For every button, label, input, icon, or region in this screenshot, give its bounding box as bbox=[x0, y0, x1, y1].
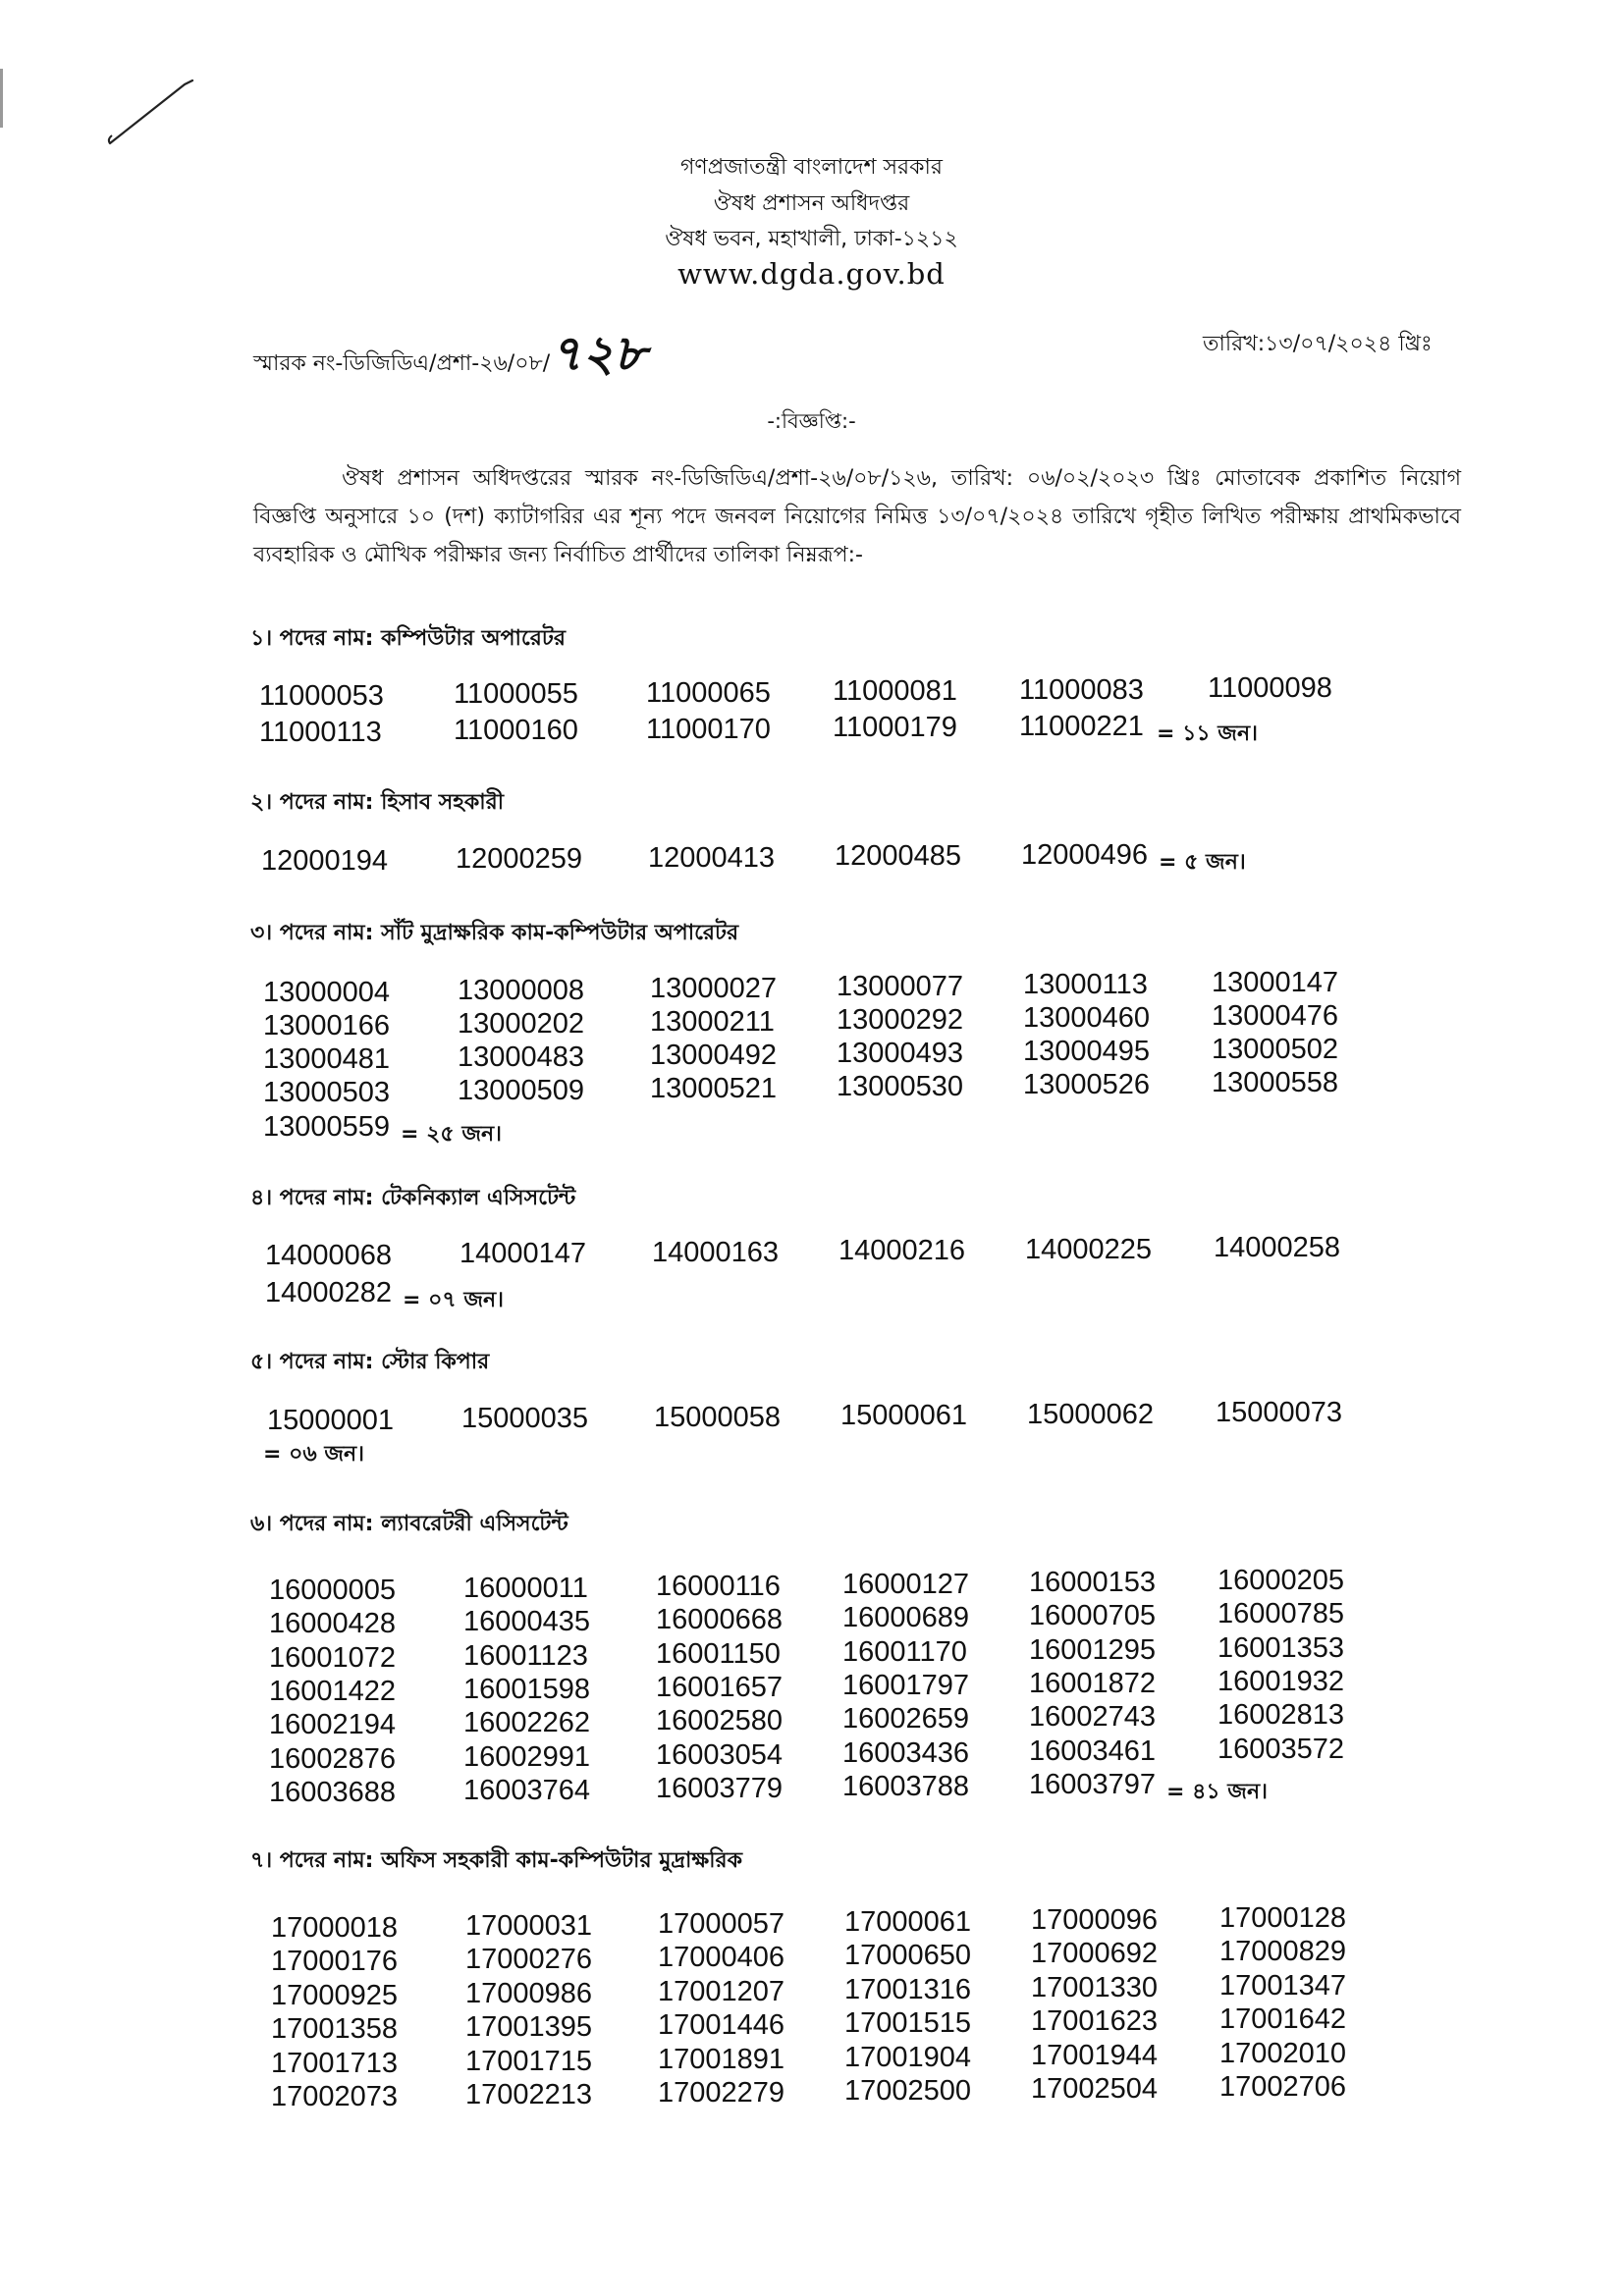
candidate-roll-number: 12000413 bbox=[648, 841, 776, 874]
candidate-roll-number: 14000225 bbox=[1025, 1233, 1153, 1265]
candidate-roll-number: 16001797 bbox=[842, 1670, 970, 1701]
scan-edge-mark bbox=[0, 69, 3, 128]
candidate-roll-number: 11000065 bbox=[646, 676, 771, 709]
candidate-roll-number: 13000166 bbox=[263, 1010, 391, 1041]
candidate-roll-number: 17000018 bbox=[271, 1912, 399, 1944]
section-total: = ২৫ জন। bbox=[401, 1122, 503, 1147]
candidate-roll-number: 16001295 bbox=[1029, 1634, 1157, 1666]
candidate-roll-number: 14000163 bbox=[652, 1236, 780, 1268]
candidate-roll-number: 16003436 bbox=[842, 1737, 970, 1769]
candidate-roll-number: 13000521 bbox=[650, 1073, 778, 1104]
candidate-roll-number: 12000194 bbox=[261, 845, 389, 877]
section-heading: ৩। পদের নাম: সাঁট মুদ্রাক্ষরিক কাম-কম্পিউটার অপারেটর bbox=[250, 921, 739, 945]
candidate-roll-number: 17000650 bbox=[844, 1940, 972, 1971]
candidate-roll-number: 16002813 bbox=[1217, 1699, 1345, 1731]
candidate-roll-number: 13000008 bbox=[458, 975, 585, 1006]
candidate-roll-number: 13000202 bbox=[458, 1008, 585, 1040]
candidate-roll-number: 16002876 bbox=[269, 1743, 397, 1775]
candidate-roll-number: 15000058 bbox=[654, 1401, 782, 1433]
section-heading: ৫। পদের নাম: স্টোর কিপার bbox=[250, 1350, 490, 1374]
section-total: = ৫ জন। bbox=[1159, 849, 1246, 875]
section-heading: ৬। পদের নাম: ল্যাবরেটরী এসিসটেন্ট bbox=[250, 1512, 568, 1536]
candidate-roll-number: 13000077 bbox=[837, 971, 964, 1002]
candidate-roll-number: 14000258 bbox=[1214, 1232, 1341, 1263]
candidate-roll-number: 13000292 bbox=[837, 1004, 964, 1036]
candidate-roll-number: 17002279 bbox=[658, 2077, 785, 2109]
candidate-roll-number: 17001642 bbox=[1219, 2003, 1347, 2035]
candidate-roll-number: 16000005 bbox=[269, 1575, 397, 1606]
candidate-roll-number: 13000113 bbox=[1023, 969, 1148, 1000]
notice-intro bbox=[253, 459, 1461, 574]
header-department: ঔষধ প্রশাসন অধিদপ্তর bbox=[713, 191, 910, 216]
candidate-roll-number: 16003779 bbox=[656, 1773, 784, 1804]
candidate-roll-number: 13000502 bbox=[1212, 1034, 1339, 1065]
candidate-roll-number: 16003054 bbox=[656, 1739, 784, 1771]
candidate-roll-number: 11000055 bbox=[454, 678, 578, 711]
candidate-roll-number: 17001446 bbox=[658, 2009, 785, 2041]
candidate-roll-number: 16003788 bbox=[842, 1771, 970, 1802]
candidate-roll-number: 15000061 bbox=[840, 1400, 968, 1432]
notice-intro-text: ঔষধ প্রশাসন অধিদপ্তরের স্মারক নং-ডিজিডিএ/প্রশা-২৬/০৮/১২৬, তারিখ: ০৬/০২/২০২৩ খ্রিঃ মোতাবেক প্রকাশিত নিয়োগ বিজ্ঞপ্তি অনুসারে ১০ (দশ) ক্যাটাগরির এর শূন্য পদে জনবল নিয়োগের নিমিত্ত ১৩/০৭/২০২৪ তারিখে গৃহীত লিখিত পরীক্ষায় প্রাথমিকভাবে ব্যবহারিক ও মৌখিক পরীক্ষার জন্য নির্বাচিত প্রার্থীদের তালিকা নিম্নরূপ:- bbox=[253, 466, 1461, 567]
candidate-roll-number: 16003797 bbox=[1029, 1769, 1157, 1800]
candidate-roll-number: 17000829 bbox=[1219, 1936, 1347, 1967]
candidate-roll-number: 17001713 bbox=[271, 2048, 399, 2079]
candidate-roll-number: 12000485 bbox=[835, 840, 962, 873]
candidate-roll-number: 17001891 bbox=[658, 2044, 785, 2075]
candidate-roll-number: 17002500 bbox=[844, 2075, 972, 2107]
candidate-roll-number: 16001123 bbox=[463, 1640, 588, 1672]
candidate-roll-number: 13000481 bbox=[263, 1043, 391, 1075]
candidate-roll-number: 17001358 bbox=[271, 2013, 399, 2045]
candidate-roll-number: 17000925 bbox=[271, 1980, 399, 2011]
candidate-roll-number: 11000098 bbox=[1208, 672, 1332, 704]
candidate-roll-number: 11000081 bbox=[833, 675, 957, 708]
memo-reference-handwritten: ৭২৮ bbox=[550, 324, 646, 382]
candidate-roll-number: 17000096 bbox=[1031, 1904, 1159, 1936]
candidate-roll-number: 16003688 bbox=[269, 1777, 397, 1808]
candidate-roll-number: 17000276 bbox=[465, 1944, 593, 1975]
section-total: = ০৬ জন। bbox=[263, 1442, 365, 1467]
candidate-roll-number: 17000061 bbox=[844, 1906, 972, 1938]
section-total: = ১১ জন। bbox=[1157, 721, 1258, 746]
candidate-roll-number: 16001072 bbox=[269, 1642, 397, 1674]
candidate-roll-number: 17000057 bbox=[658, 1908, 785, 1940]
candidate-roll-number: 17000692 bbox=[1031, 1938, 1159, 1969]
candidate-roll-number: 13000492 bbox=[650, 1040, 778, 1071]
candidate-roll-number: 15000001 bbox=[267, 1405, 395, 1436]
candidate-roll-number: 16000153 bbox=[1029, 1567, 1157, 1598]
section-total: = ০৭ জন। bbox=[403, 1288, 505, 1312]
candidate-roll-number: 11000221 bbox=[1019, 710, 1144, 742]
candidate-roll-number: 16000127 bbox=[842, 1569, 970, 1600]
candidate-roll-number: 11000179 bbox=[833, 712, 957, 744]
candidate-roll-number: 13000558 bbox=[1212, 1067, 1339, 1098]
candidate-roll-number: 14000282 bbox=[265, 1277, 393, 1308]
candidate-roll-number: 16003764 bbox=[463, 1775, 591, 1806]
candidate-roll-number: 13000027 bbox=[650, 973, 778, 1004]
candidate-roll-number: 17002504 bbox=[1031, 2073, 1159, 2105]
candidate-roll-number: 16000705 bbox=[1029, 1600, 1157, 1631]
candidate-roll-number: 14000068 bbox=[265, 1240, 393, 1271]
candidate-roll-number: 16001657 bbox=[656, 1672, 784, 1703]
candidate-roll-number: 13000526 bbox=[1023, 1069, 1151, 1100]
candidate-roll-number: 17002213 bbox=[465, 2079, 593, 2110]
candidate-roll-number: 17001944 bbox=[1031, 2040, 1159, 2071]
candidate-roll-number: 15000073 bbox=[1216, 1397, 1343, 1428]
section-total: = ৪১ জন। bbox=[1166, 1780, 1268, 1804]
candidate-roll-number: 13000211 bbox=[650, 1006, 775, 1038]
section-heading: ৪। পদের নাম: টেকনিক্যাল এসিসটেন্ট bbox=[250, 1186, 576, 1210]
candidate-roll-number: 16002194 bbox=[269, 1709, 397, 1740]
candidate-roll-number: 16003572 bbox=[1217, 1734, 1345, 1765]
candidate-roll-number: 13000503 bbox=[263, 1077, 391, 1108]
candidate-roll-number: 16000689 bbox=[842, 1602, 970, 1633]
candidate-roll-number: 16000116 bbox=[656, 1571, 781, 1602]
candidate-roll-number: 13000147 bbox=[1212, 967, 1339, 998]
candidate-roll-number: 17001330 bbox=[1031, 1972, 1159, 2003]
candidate-roll-number: 17000986 bbox=[465, 1978, 593, 2009]
candidate-roll-number: 16001932 bbox=[1217, 1666, 1345, 1697]
candidate-roll-number: 17002010 bbox=[1219, 2038, 1347, 2069]
candidate-roll-number: 17000176 bbox=[271, 1946, 399, 1977]
candidate-roll-number: 16001170 bbox=[842, 1636, 967, 1668]
candidate-roll-number: 11000113 bbox=[259, 717, 382, 748]
header-website: www.dgda.gov.bd bbox=[677, 257, 946, 291]
candidate-roll-number: 16002743 bbox=[1029, 1701, 1157, 1733]
header-government: গণপ্রজাতন্ত্রী বাংলাদেশ সরকার bbox=[679, 155, 944, 180]
candidate-roll-number: 16002262 bbox=[463, 1707, 591, 1738]
header-address: ঔষধ ভবন, মহাখালী, ঢাকা-১২১২ bbox=[665, 227, 958, 251]
candidate-roll-number: 13000460 bbox=[1023, 1002, 1151, 1034]
candidate-roll-number: 16001598 bbox=[463, 1674, 591, 1705]
candidate-roll-number: 11000053 bbox=[259, 680, 384, 712]
candidate-roll-number: 16000435 bbox=[463, 1606, 591, 1637]
candidate-roll-number: 11000170 bbox=[646, 713, 771, 745]
candidate-roll-number: 17001395 bbox=[465, 2011, 593, 2043]
candidate-roll-number: 17001715 bbox=[465, 2046, 593, 2077]
candidate-roll-number: 13000004 bbox=[263, 977, 391, 1008]
candidate-roll-number: 17000406 bbox=[658, 1942, 785, 1973]
candidate-roll-number: 17000128 bbox=[1219, 1902, 1347, 1934]
candidate-roll-number: 17001207 bbox=[658, 1976, 785, 2007]
memo-reference-prefix: স্মারক নং-ডিজিডিএ/প্রশা-২৬/০৮/ bbox=[253, 351, 551, 376]
candidate-roll-number: 15000062 bbox=[1027, 1398, 1155, 1430]
candidate-roll-number: 14000147 bbox=[460, 1238, 587, 1270]
memo-date: তারিখ:১৩/০৭/২০২৪ খ্রিঃ bbox=[1203, 332, 1433, 356]
candidate-roll-number: 16000011 bbox=[463, 1573, 588, 1604]
candidate-roll-number: 17002706 bbox=[1219, 2071, 1347, 2103]
candidate-roll-number: 16001353 bbox=[1217, 1632, 1345, 1664]
candidate-roll-number: 13000559 bbox=[263, 1111, 391, 1143]
candidate-roll-number: 16000668 bbox=[656, 1604, 784, 1635]
candidate-roll-number: 12000259 bbox=[456, 843, 583, 876]
notice-title: -:বিজ্ঞপ্তি:- bbox=[767, 409, 856, 433]
candidate-roll-number: 16001872 bbox=[1029, 1668, 1157, 1699]
section-heading: ১। পদের নাম: কম্পিউটার অপারেটর bbox=[250, 626, 566, 651]
candidate-roll-number: 16000205 bbox=[1217, 1565, 1345, 1596]
candidate-roll-number: 17001347 bbox=[1219, 1970, 1347, 2002]
candidate-roll-number: 17001904 bbox=[844, 2042, 972, 2073]
pen-stroke-mark bbox=[98, 75, 206, 153]
candidate-roll-number: 16001422 bbox=[269, 1676, 397, 1707]
section-heading: ৭। পদের নাম: অফিস সহকারী কাম-কম্পিউটার মুদ্রাক্ষরিক bbox=[250, 1848, 743, 1873]
candidate-roll-number: 13000483 bbox=[458, 1041, 585, 1073]
candidate-roll-number: 13000495 bbox=[1023, 1036, 1151, 1067]
candidate-roll-number: 17001623 bbox=[1031, 2005, 1159, 2037]
candidate-roll-number: 16002659 bbox=[842, 1703, 970, 1735]
candidate-roll-number: 11000083 bbox=[1019, 673, 1144, 706]
candidate-roll-number: 15000035 bbox=[461, 1403, 589, 1435]
candidate-roll-number: 14000216 bbox=[839, 1235, 966, 1267]
candidate-roll-number: 13000509 bbox=[458, 1075, 585, 1106]
candidate-roll-number: 16002991 bbox=[463, 1741, 591, 1773]
candidate-roll-number: 17002073 bbox=[271, 2081, 399, 2112]
candidate-roll-number: 12000496 bbox=[1021, 838, 1149, 871]
candidate-roll-number: 13000530 bbox=[837, 1071, 964, 1102]
candidate-roll-number: 16000785 bbox=[1217, 1598, 1345, 1629]
candidate-roll-number: 16000428 bbox=[269, 1608, 397, 1639]
candidate-roll-number: 17000031 bbox=[465, 1910, 593, 1942]
candidate-roll-number: 17001316 bbox=[844, 1974, 972, 2005]
candidate-roll-number: 16002580 bbox=[656, 1705, 784, 1736]
memo-reference bbox=[253, 317, 646, 399]
candidate-roll-number: 13000476 bbox=[1212, 1000, 1339, 1032]
candidate-roll-number: 13000493 bbox=[837, 1038, 964, 1069]
candidate-roll-number: 16003461 bbox=[1029, 1735, 1157, 1767]
section-heading: ২। পদের নাম: হিসাব সহকারী bbox=[250, 790, 505, 815]
candidate-roll-number: 11000160 bbox=[454, 715, 578, 747]
candidate-roll-number: 17001515 bbox=[844, 2007, 972, 2039]
candidate-roll-number: 16001150 bbox=[656, 1638, 781, 1670]
